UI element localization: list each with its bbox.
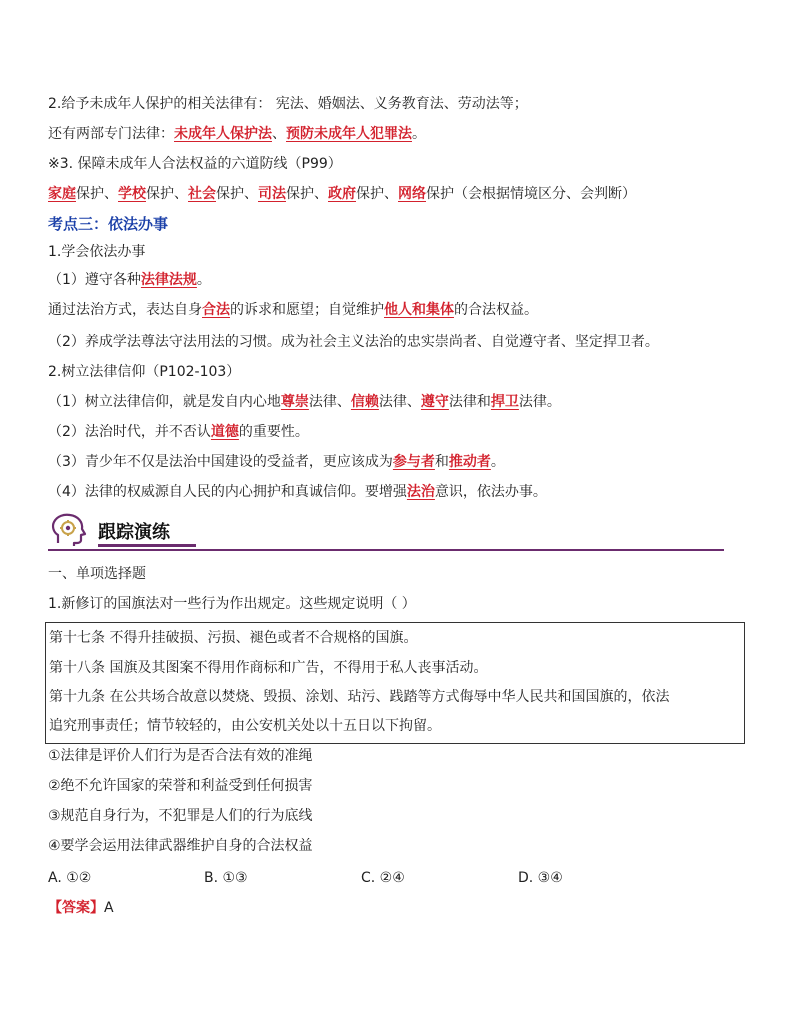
section-title: 跟踪演练 (98, 522, 170, 543)
keyword: 家庭 (48, 186, 76, 202)
article-box (45, 622, 745, 744)
keyword: 尊崇 (280, 394, 309, 410)
point-line: 通过法治方式，表达自身合法的诉求和愿望；自觉维护他人和集体的合法权益。 (48, 302, 538, 318)
keyword: 他人和集体 (384, 302, 454, 318)
kaodian-heading: 考点三：依法办事 (48, 215, 169, 233)
statement-item: ①法律是评价人们行为是否合法有效的准绳 (48, 748, 313, 764)
option-d: D. ③④ (518, 870, 563, 886)
law-list-line: 2.给予未成年人保护的相关法律有： 宪法、婚姻法、义务教育法、劳动法等； (48, 96, 528, 112)
statement-item: ②绝不允许国家的荣誉和利益受到任何损害 (48, 778, 313, 794)
keyword: 网络 (398, 186, 426, 202)
option-c: C. ②④ (361, 870, 405, 886)
keyword: 社会 (188, 186, 216, 202)
keyword: 学校 (118, 186, 146, 202)
article-line: 第十九条 在公共场合故意以焚烧、毁损、涂划、玷污、践踏等方式侮辱中华人民共和国国旗的，依法 (49, 689, 670, 705)
option-b: B. ①③ (204, 870, 248, 886)
keyword: 信赖 (350, 394, 379, 410)
keyword: 捍卫 (490, 394, 519, 410)
option-a: A. ①② (48, 870, 92, 886)
point-line: （1）遵守各种法律法规。 (48, 272, 211, 288)
point-line: （1）树立法律信仰，就是发自内心地尊崇法律、信赖法律、遵守法律和捍卫法律。 (48, 394, 561, 410)
statement-item: ③规范自身行为，不犯罪是人们的行为底线 (48, 808, 313, 824)
article-line: 第十七条 不得升挂破损、污损、褪色或者不合规格的国旗。 (49, 630, 418, 646)
point-line: （2）养成学法尊法守法用法的习惯。成为社会主义法治的忠实崇尚者、自觉遵守者、坚定捍卫者。 (48, 334, 659, 350)
keyword: 遵守 (420, 394, 449, 410)
keyword: 法律法规 (140, 272, 197, 288)
answer-value: A (104, 900, 114, 916)
six-defenses-line: 家庭保护、学校保护、社会保护、司法保护、政府保护、网络保护（会根据情境区分、会判断） (48, 186, 636, 202)
statement-item: ④要学会运用法律武器维护自身的合法权益 (48, 838, 313, 854)
point-line: （2）法治时代，并不否认道德的重要性。 (48, 424, 309, 440)
keyword: 参与者 (392, 454, 435, 470)
point-line: （4）法律的权威源自人民的内心拥护和真诚信仰。要增强法治意识，依法办事。 (48, 484, 547, 500)
answer-line (48, 898, 114, 918)
article-line: 追究刑事责任；情节较轻的，由公安机关处以十五日以下拘留。 (49, 718, 441, 734)
keyword: 司法 (258, 186, 286, 202)
subsection-title: 2.树立法律信仰（P102-103） (48, 364, 241, 380)
article-line: 第十八条 国旗及其图案不得用作商标和广告，不得用于私人丧事活动。 (49, 660, 488, 676)
question-type: 一、单项选择题 (48, 566, 146, 582)
question-stem: 1.新修订的国旗法对一些行为作出规定。这些规定说明（ ） (48, 596, 416, 612)
keyword: 法治 (406, 484, 435, 500)
keyword: 推动者 (448, 454, 491, 470)
answer-tag: 【答案】 (48, 900, 104, 916)
head-gear-icon (50, 513, 88, 547)
section-divider (48, 549, 724, 551)
point-line: （3）青少年不仅是法治中国建设的受益者，更应该成为参与者和推动者。 (48, 454, 505, 470)
section-title-underline (98, 544, 196, 547)
six-defenses-heading: ※3. 保障未成年人合法权益的六道防线（P99） (48, 156, 342, 172)
keyword: 合法 (202, 302, 230, 318)
special-laws-line: 还有两部专门法律：未成年人保护法、预防未成年人犯罪法。 (48, 126, 426, 142)
keyword: 预防未成年人犯罪法 (286, 126, 412, 142)
keyword: 道德 (210, 424, 239, 440)
keyword: 政府 (328, 186, 356, 202)
subsection-title: 1.学会依法办事 (48, 244, 146, 260)
keyword: 未成年人保护法 (174, 126, 272, 142)
